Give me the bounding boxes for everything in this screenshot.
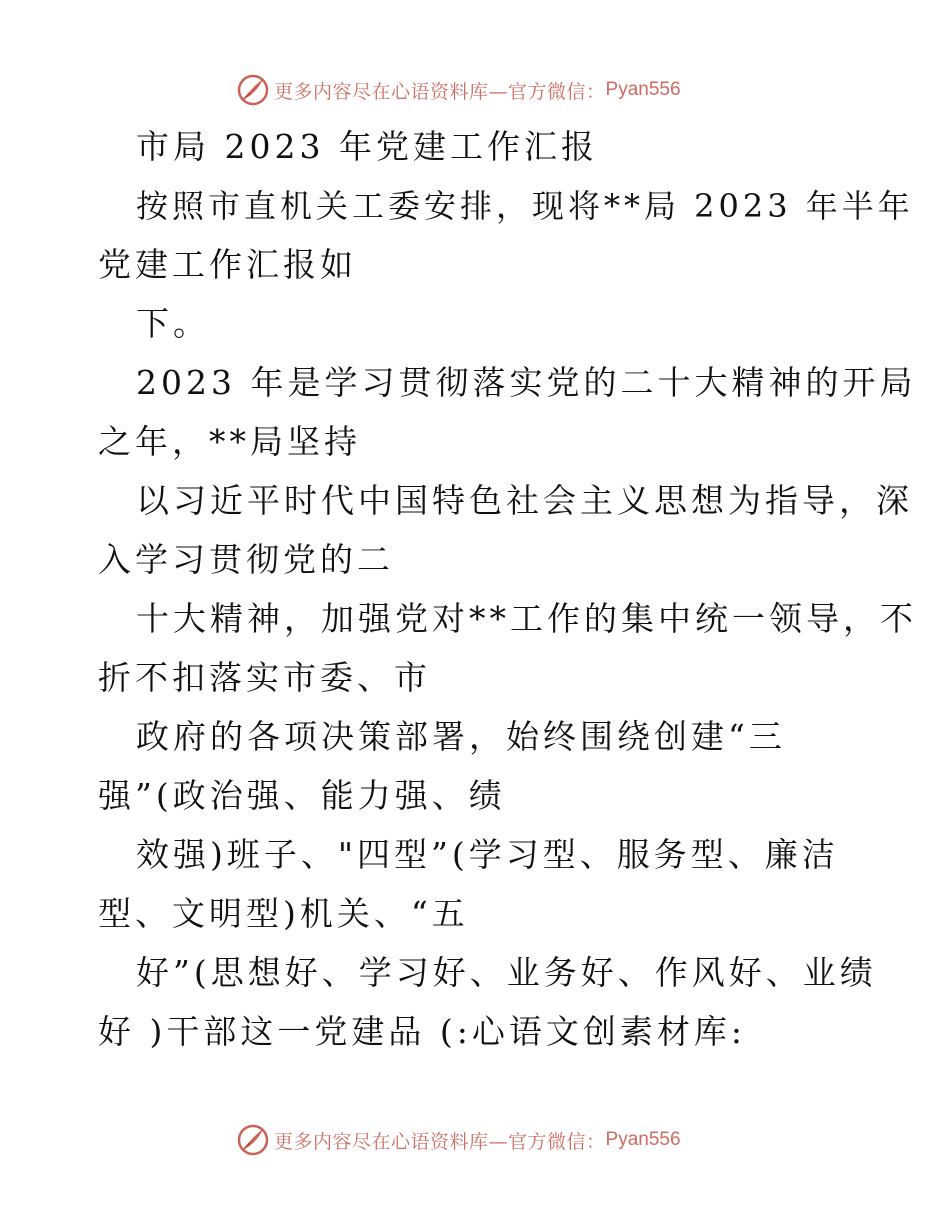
paragraph-line: 效强)班子、"四型”(学习型、服务型、廉洁 (136, 835, 839, 874)
paragraph-line: 2023 年是学习贯彻落实党的二十大精神的开局 (136, 363, 917, 402)
watermark-text: 更多内容尽在心语资料库—官方微信： (274, 80, 606, 103)
paragraph-line: 政府的各项决策部署，始终围绕创建“三 (136, 717, 786, 756)
document-title: 市局 2023 年党建工作汇报 (136, 127, 598, 166)
paragraph-line: 以习近平时代中国特色社会主义思想为指导，深 (136, 481, 913, 520)
watermark-wechat-id: Pyan556 (605, 1129, 681, 1150)
paragraph-line: 十大精神，加强党对**工作的集中统一领导，不 (136, 599, 917, 638)
paragraph-line: 之年，**局坚持 (98, 422, 361, 461)
quill-seal-logo-icon (236, 73, 270, 107)
watermark-wechat-id: Pyan556 (605, 79, 681, 100)
paragraph-line: 折不扣落实市委、市 (98, 658, 431, 697)
paragraph-line: 党建工作汇报如 (98, 245, 357, 284)
paragraph-line: 好”(思想好、学习好、业务好、作风好、业绩 (136, 953, 877, 992)
paragraph-line: 好 )干部这一党建品 (:心语文创素材库: (98, 1012, 746, 1051)
paragraph-line: 下。 (136, 304, 210, 343)
footer-watermark (236, 1122, 681, 1158)
watermark-text: 更多内容尽在心语资料库—官方微信： (274, 1130, 606, 1153)
paragraph-line: 入学习贯彻党的二 (98, 540, 394, 579)
quill-seal-logo-icon (236, 1123, 270, 1157)
paragraph-line: 型、文明型)机关、“五 (98, 894, 469, 933)
paragraph-line: 强”(政治强、能力强、绩 (98, 776, 506, 815)
paragraph-line: 按照市直机关工委安排，现将**局 2023 年半年 (136, 187, 914, 225)
header-watermark (236, 72, 681, 108)
